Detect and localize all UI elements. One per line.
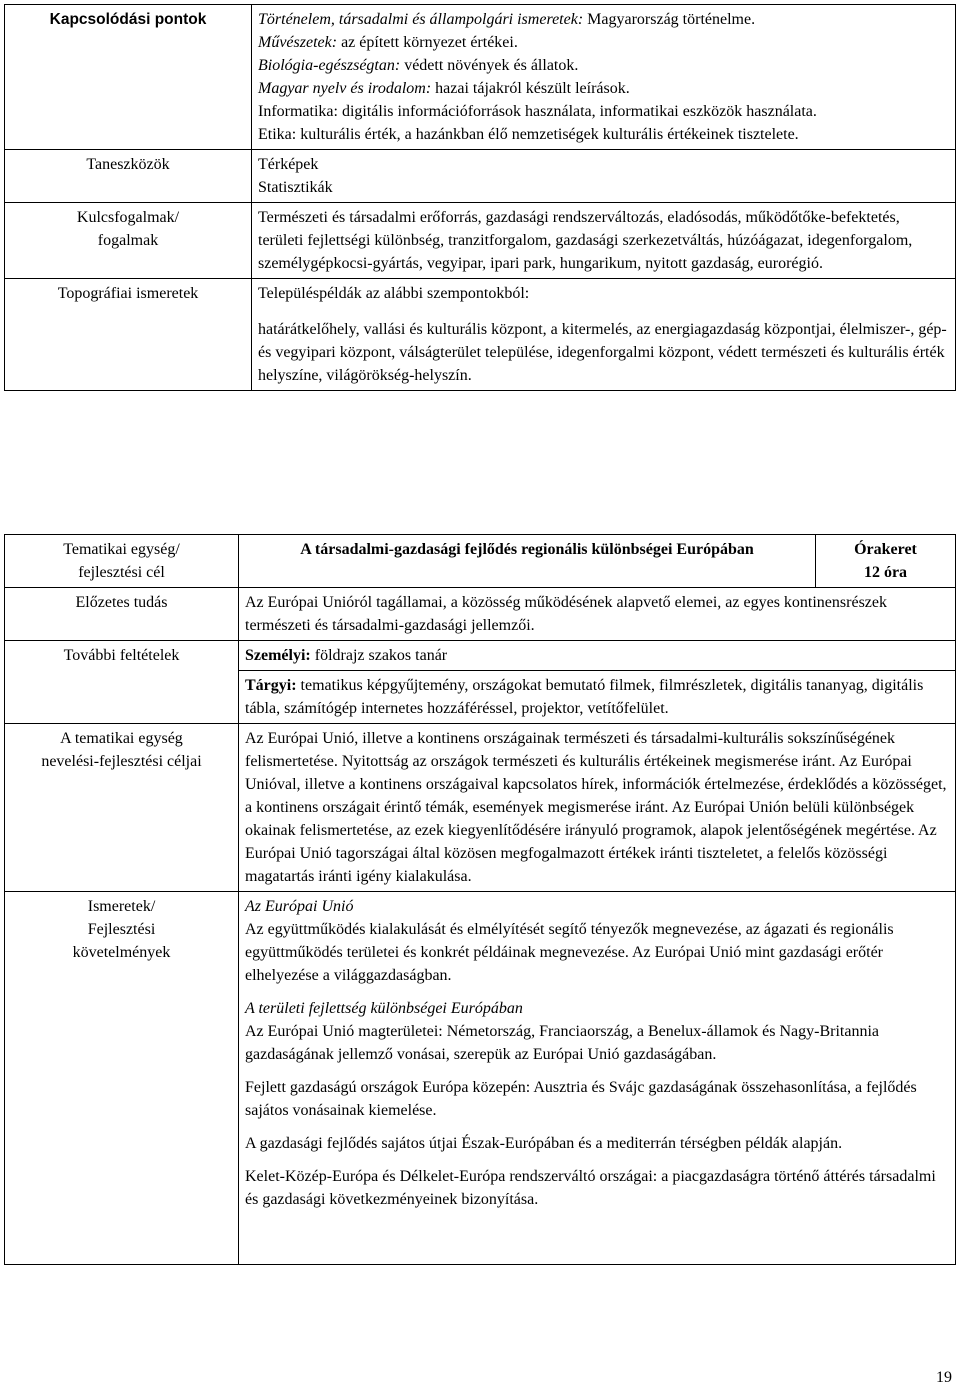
label-text: követelmények [72, 944, 171, 961]
subject-text: kulturális érték, a hazánkban élő nemzetiségek kulturális értékeinek tisztelete. [296, 126, 799, 143]
label-text: Kulcsfogalmak/ [76, 209, 180, 226]
content-celjai [239, 724, 956, 892]
row-ismeretek [5, 892, 956, 1265]
label-text: Ismeretek/ [87, 898, 156, 915]
hours-value: 12 óra [863, 564, 908, 581]
targyi-label: Tárgyi: [245, 677, 297, 694]
label-text: Kapcsolódási pontok [49, 11, 207, 28]
row-topografiai [5, 279, 956, 391]
label-text: Topográfiai ismeretek [57, 285, 199, 302]
kapcsolodasi-line [258, 54, 949, 77]
subject-name: Történelem, társadalmi és állampolgári ismeretek: [258, 11, 584, 28]
celjai-text: Az Európai Unió, illetve a kontinens országainak természeti és társadalmi-kulturális sokszínűségének felismertetése. Nyitottság az országok természeti és kulturális értékeinek megismerése iránt. Az Európai Unióval, illetve a kontinens országaival kapcsolatos hírek, információk értelmezése, érdeklődés a közösséget, a kontinens országait érintő témák, események megismerése iránt. Az Európai Unión belüli különbségek okainak felismertetése, az ezek kiegyenlítődésére irányuló programok, alapok jelentőségének megértése. Az Európai Unió tagországai által közösen megfogalmazott értékek iránti tiszteletet, a felelős közösségi magatartás iránti igény kialakulása. [245, 730, 947, 885]
label-text: nevelési-fejlesztési céljai [41, 753, 202, 770]
content-kulcsfogalmak [252, 203, 956, 279]
block-text: Kelet-Közép-Európa és Délkelet-Európa rendszerváltó országai: a piacgazdaságra történő áttérés társadalmi és gazdasági következményeinek bizonyítása. [245, 1168, 936, 1208]
label-text: Fejlesztési [87, 921, 156, 938]
kapcsolodasi-line [258, 8, 949, 31]
label-text: Taneszközök [86, 156, 170, 173]
unit-title [239, 535, 816, 588]
block-text: Az együttműködés kialakulását és elmélyítését segítő tényezők megnevezése, az ágazati és regionális együttműködés területei és konkrét példáinak megnevezése. Az Európai Unió mint gazdasági erőtér elhelyezése a világgazdaságban. [245, 921, 894, 984]
subject-name: Magyar nyelv és irodalom: [258, 80, 432, 97]
subject-text: hazai tájakról készült leírások. [431, 80, 630, 97]
row-tematikai [5, 535, 956, 588]
block-title: A területi fejlettség különbségei Európában [245, 1000, 523, 1017]
elozetes-text: Az Európai Unióról tagállamai, a közösség működésének alapvető elemei, az egyes kontinensrészek természeti és társadalmi-gazdasági jellemzői. [245, 594, 887, 634]
content-kapcsolodasi [252, 5, 956, 150]
hours-cell [816, 535, 956, 588]
subject-name: Informatika: [258, 103, 338, 120]
subject-text: az épített környezet értékei. [337, 34, 518, 51]
subject-name: Etika: [258, 126, 297, 143]
page-number: 19 [936, 1369, 952, 1386]
curriculum-table-2 [4, 534, 956, 1265]
subject-text: digitális információforrások használata, informatikai eszközök használata. [337, 103, 817, 120]
label-text: Tematikai egység/ [63, 541, 180, 558]
hours-label: Órakeret [854, 541, 917, 558]
row-kapcsolodasi [5, 5, 956, 150]
subject-text: Magyarország történelme. [583, 11, 756, 28]
label-text: fejlesztési cél [78, 564, 165, 581]
row-kulcsfogalmak [5, 203, 956, 279]
label-kapcsolodasi [5, 5, 252, 150]
label-text: Előzetes tudás [75, 594, 168, 611]
row-tovabbi [5, 641, 956, 724]
label-elozetes [5, 588, 239, 641]
content-topografiai [252, 279, 956, 391]
label-ismeretek [5, 892, 239, 1265]
szemelyi-label: Személyi: [245, 647, 311, 664]
subject-text: védett növények és állatok. [400, 57, 579, 74]
list-item: Térképek [258, 156, 319, 173]
szemelyi-block [239, 641, 955, 671]
label-taneszkozok [5, 150, 252, 203]
label-tematikai [5, 535, 239, 588]
content-ismeretek [239, 892, 956, 1265]
kapcsolodasi-line [258, 123, 949, 146]
row-elozetes [5, 588, 956, 641]
row-taneszkozok [5, 150, 956, 203]
content-elozetes [239, 588, 956, 641]
label-topografiai [5, 279, 252, 391]
label-celjai [5, 724, 239, 892]
label-text: További feltételek [63, 647, 180, 664]
kapcsolodasi-line [258, 31, 949, 54]
kapcsolodasi-line [258, 77, 949, 100]
targyi-block [239, 671, 955, 723]
content-taneszkozok [252, 150, 956, 203]
list-item: Statisztikák [258, 179, 333, 196]
label-text: fogalmak [97, 232, 159, 249]
topografiai-text: határátkelőhely, vallási és kulturális központ, a kitermelés, az energiagazdaság központjai, élelmiszer-, gép- és vegyipari központ, válságterület települése, idegenforgalmi központ, védett természeti és kulturális érték helyszíne, világörökség-helyszín. [258, 321, 947, 384]
subject-name: Művészetek: [258, 34, 338, 51]
subject-name: Biológia-egészségtan: [258, 57, 401, 74]
block-title: Az Európai Unió [245, 898, 354, 915]
label-text: A tematikai egység [60, 730, 183, 747]
szemelyi-text: földrajz szakos tanár [310, 647, 448, 664]
row-celjai [5, 724, 956, 892]
block-text: Az Európai Unió magterületei: Németország, Franciaország, a Benelux-államok és Nagy-Britannia gazdaságának jellemző vonásai, szerepük az Európai Unió gazdaságában. [245, 1023, 879, 1063]
curriculum-table-1 [4, 4, 956, 391]
targyi-text: tematikus képgyűjtemény, országokat bemutató filmek, filmrészletek, digitális tananyag, digitális tábla, számítógép internetes hozzáféréssel, projektor, vetítőfelület. [245, 677, 924, 717]
topografiai-intro: Településpéldák az alábbi szempontokból: [258, 285, 530, 302]
content-tovabbi [239, 641, 956, 724]
kapcsolodasi-line [258, 100, 949, 123]
unit-title-text: A társadalmi-gazdasági fejlődés regionális különbségei Európában [300, 541, 754, 558]
block-text: A gazdasági fejlődés sajátos útjai Észak-Európában és a mediterrán térségben példák alapján. [245, 1135, 843, 1152]
block-text: Fejlett gazdaságú országok Európa közepén: Ausztria és Svájc gazdaságának összehasonlítása, a fejlődés sajátos vonásainak kiemelése. [245, 1079, 917, 1119]
label-kulcsfogalmak [5, 203, 252, 279]
label-tovabbi [5, 641, 239, 724]
kulcsfogalmak-text: Természeti és társadalmi erőforrás, gazdasági rendszerváltozás, eladósodás, működőtőke-befektetés, területi fejlettségi különbség, tranzitforgalom, gazdasági szerkezetváltás, húzóágazat, idegenforgalom, személygépkocsi-gyártás, vegyipar, ipari park, hungarikum, nyitott gazdaság, eurorégió. [258, 209, 913, 272]
